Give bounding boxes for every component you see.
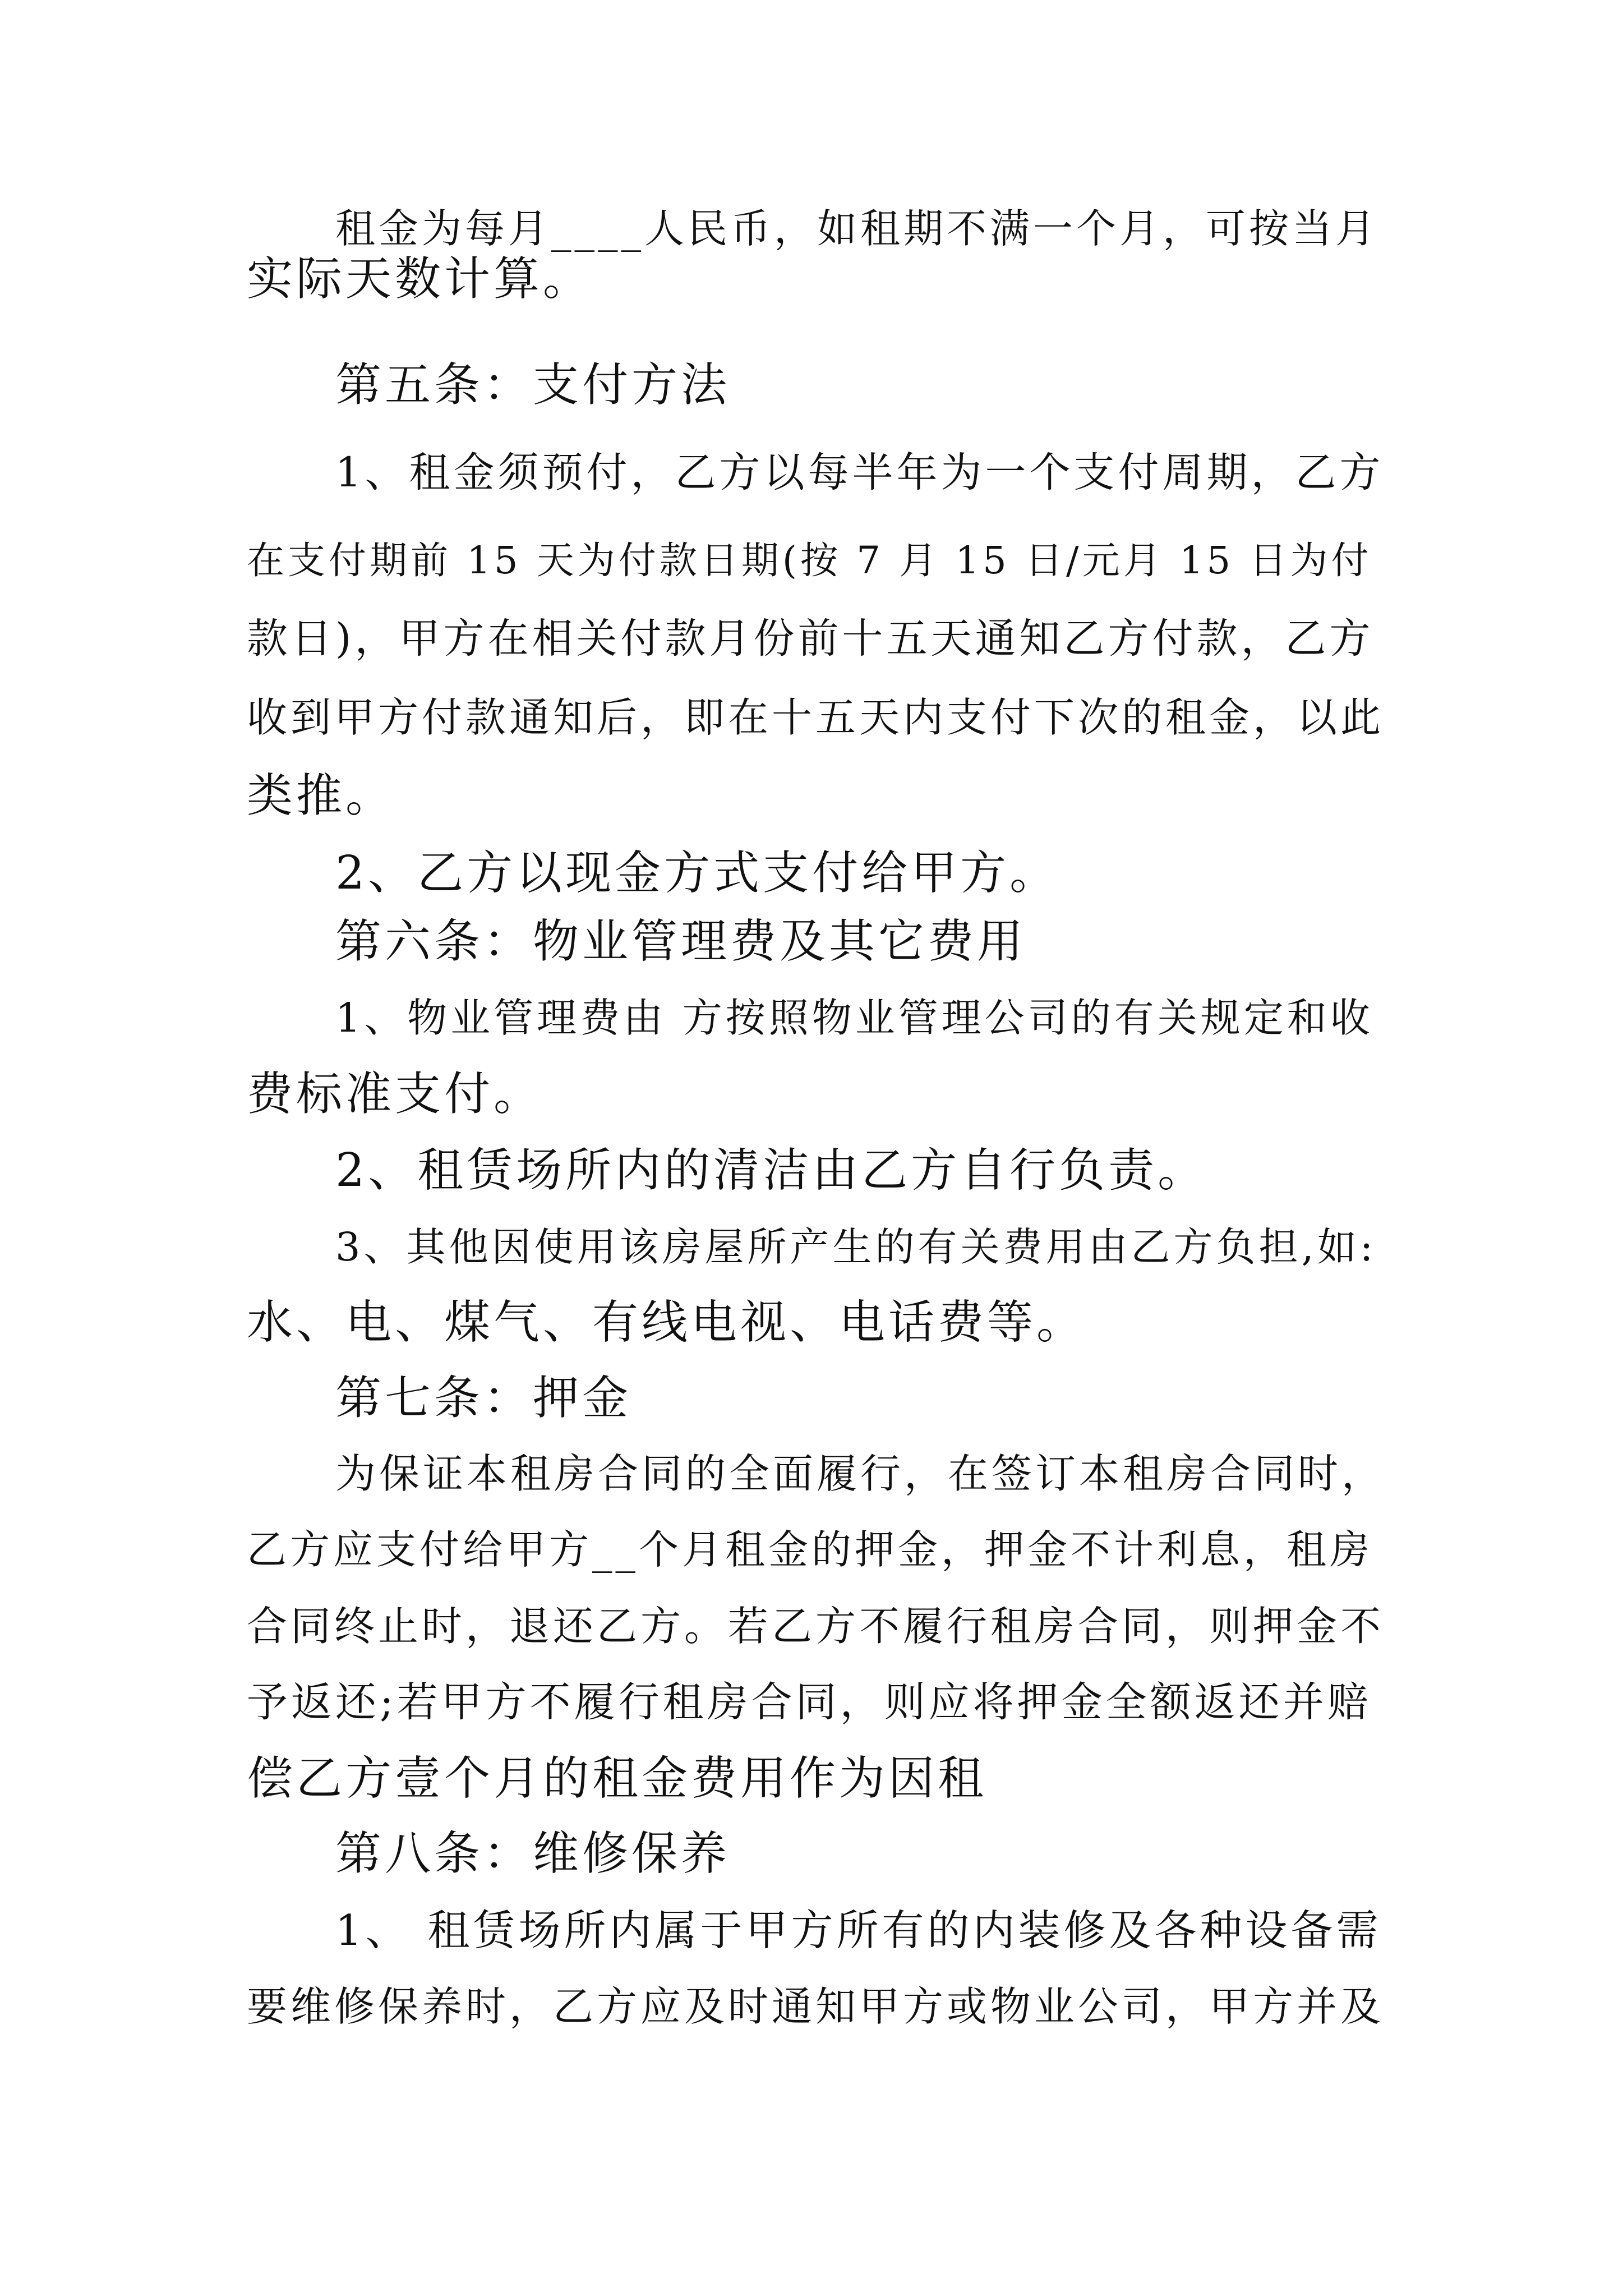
paragraph-line: 类推。	[247, 769, 395, 822]
paragraph-line: 为保证本租房合同的全面履行，在签订本租房合同时，	[335, 1450, 1386, 1497]
paragraph-line: 款日)，甲方在相关付款月份前十五天通知乙方付款，乙方	[247, 615, 1374, 662]
paragraph-line: 乙方应支付给甲方__个月租金的押金，押金不计利息，租房	[247, 1526, 1373, 1573]
paragraph-line: 收到甲方付款通知后，即在十五天内支付下次的租金，以此	[247, 694, 1385, 741]
section-heading: 第七条：押金	[335, 1372, 632, 1425]
paragraph-line: 合同终止时，退还乙方。若乙方不履行租房合同，则押金不	[247, 1603, 1385, 1650]
section-heading: 第六条：物业管理费及其它费用	[335, 915, 1027, 968]
paragraph-line: 实际天数计算。	[247, 252, 593, 306]
paragraph-line: 费标准支付。	[247, 1068, 543, 1121]
paragraph-line: 租金为每月____人民币，如租期不满一个月，可按当月	[335, 205, 1379, 252]
paragraph-line: 3、其他因使用该房屋所产生的有关费用由乙方负担,如:	[335, 1224, 1377, 1270]
paragraph-line: 偿乙方壹个月的租金费用作为因租	[247, 1752, 988, 1805]
paragraph-line: 2、租赁场所内的清洁由乙方自行负责。	[335, 1144, 1207, 1197]
paragraph-line: 1、物业管理费由 方按照物业管理公司的有关规定和收	[335, 995, 1373, 1041]
paragraph-line: 1、租金须预付，乙方以每半年为一个支付周期，乙方	[335, 449, 1384, 496]
paragraph-line: 1、 租赁场所内属于甲方所有的内装修及各种设备需	[335, 1906, 1382, 1955]
section-heading: 第八条：维修保养	[335, 1827, 731, 1880]
paragraph-line: 2、乙方以现金方式支付给甲方。	[335, 846, 1059, 900]
paragraph-line: 要维修保养时，乙方应及时通知甲方或物业公司，甲方并及	[247, 1983, 1385, 2030]
paragraph-line: 水、电、煤气、有线电视、电话费等。	[247, 1296, 1086, 1349]
paragraph-line: 予返还;若甲方不履行租房合同，则应将押金全额返还并赔	[247, 1678, 1372, 1726]
paragraph-line: 在支付期前 15 天为付款日期(按 7 月 15 日/元月 15 日为付	[247, 539, 1372, 582]
section-heading: 第五条：支付方法	[335, 358, 731, 412]
